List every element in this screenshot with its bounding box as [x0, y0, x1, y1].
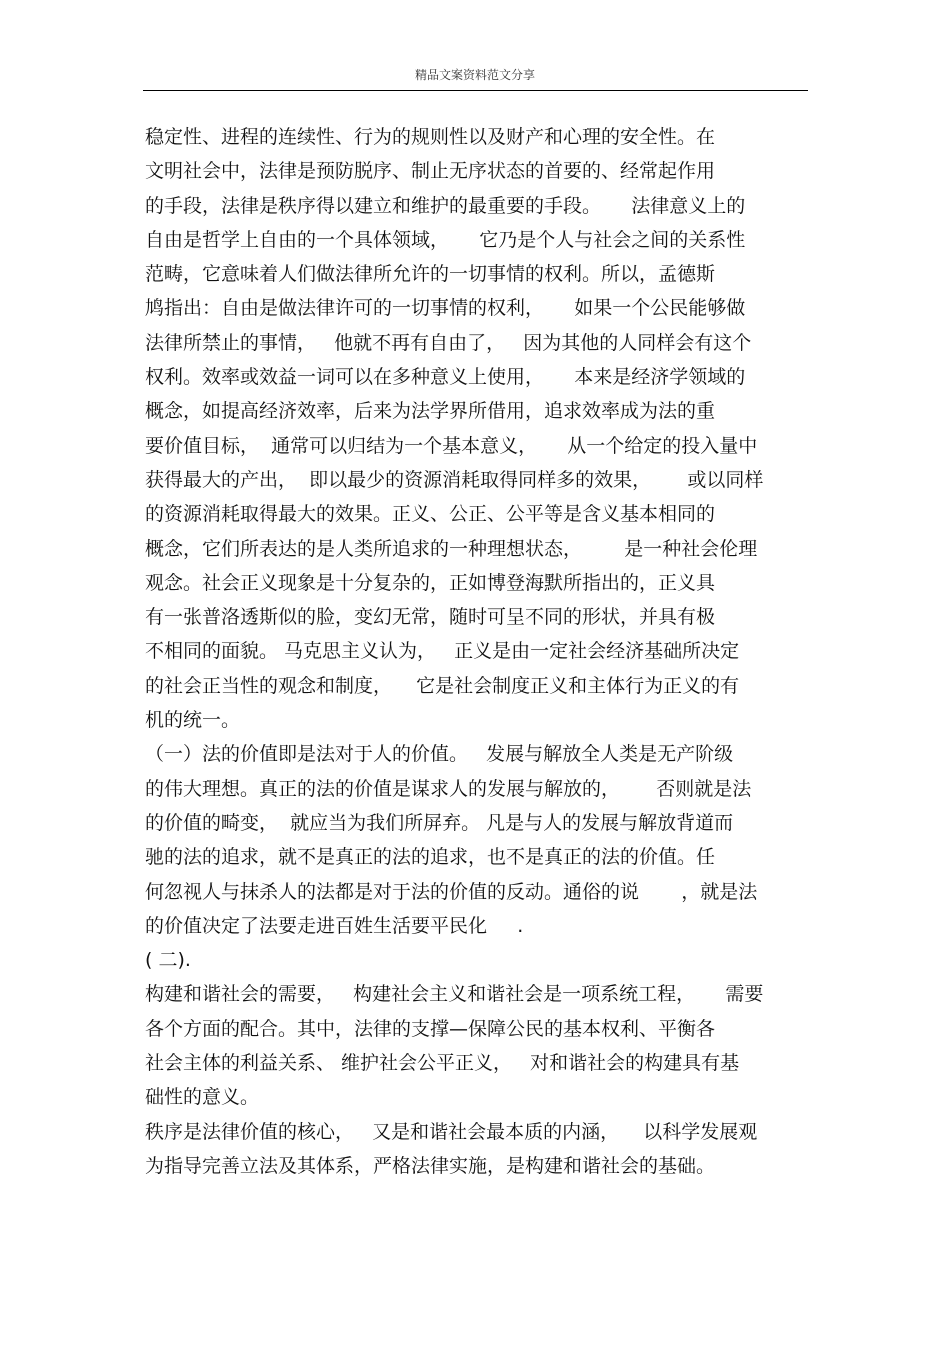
- text-line: 范畴，它意味着人们做法律所允许的一切事情的权利。所以，孟德斯: [145, 263, 716, 286]
- body-text: [145, 120, 815, 1183]
- text-line: 法律所禁止的事情， 他就不再有自由了， 因为其他的人同样会有这个: [145, 331, 752, 354]
- text-line: （一）法的价值即是法对于人的价值。 发展与解放全人类是无产阶级: [145, 743, 734, 766]
- text-line: 的伟大理想。真正的法的价值是谋求人的发展与解放的， 否则就是法: [145, 777, 752, 800]
- text-line: 自由是哲学上自由的一个具体领域， 它乃是个人与社会之间的关系性: [145, 228, 746, 251]
- text-line: 的价值的畸变， 就应当为我们所屏弃。 凡是与人的发展与解放背道而: [145, 811, 734, 834]
- text-line: 鸠指出：自由是做法律许可的一切事情的权利， 如果一个公民能够做: [145, 297, 746, 320]
- text-line: 构建和谐社会的需要， 构建社会主义和谐社会是一项系统工程， 需要: [145, 983, 764, 1006]
- header-divider: [143, 90, 808, 91]
- text-line: 概念，它们所表达的是人类所追求的一种理想状态， 是一种社会伦理: [145, 537, 758, 560]
- page-header: 精品文案资料范文分享: [414, 68, 535, 82]
- text-line: 不相同的面貌。 马克思主义认为， 正义是由一定社会经济基础所决定: [145, 640, 740, 663]
- text-line: 秩序是法律价值的核心， 又是和谐社会最本质的内涵， 以科学发展观: [145, 1120, 758, 1143]
- text-line: ( 二).: [145, 949, 191, 972]
- text-line: 稳定性、进程的连续性、行为的规则性以及财产和心理的安全性。在: [145, 126, 716, 148]
- text-line: 的资源消耗取得最大的效果。正义、公正、公平等是含义基本相同的: [145, 503, 716, 526]
- text-line: 础性的意义。: [145, 1086, 260, 1109]
- text-line: 为指导完善立法及其体系，严格法律实施，是构建和谐社会的基础。: [145, 1154, 716, 1177]
- text-line: 机的统一。: [145, 709, 241, 732]
- text-line: 文明社会中，法律是预防脱序、制止无序状态的首要的、经常起作用: [145, 160, 716, 183]
- text-line: 各个方面的配合。其中，法律的支撑—保障公民的基本权利、平衡各: [145, 1017, 716, 1040]
- text-line: 何忽视人与抹杀人的法都是对于法的价值的反动。通俗的说 ，就是法: [145, 880, 758, 903]
- text-line: 权利。效率或效益一词可以在多种意义上使用， 本来是经济学领域的: [145, 366, 746, 389]
- text-line: 要价值目标， 通常可以归结为一个基本意义， 从一个给定的投入量中: [145, 434, 758, 457]
- text-line: 的手段，法律是秩序得以建立和维护的最重要的手段。 法律意义上的: [145, 194, 746, 217]
- text-line: 有一张普洛透斯似的脸，变幻无常，随时可呈不同的形状，并具有极: [145, 606, 716, 629]
- text-line: 社会主体的利益关系、 维护社会公平正义， 对和谐社会的构建具有基: [145, 1052, 740, 1075]
- text-line: 获得最大的产出， 即以最少的资源消耗取得同样多的效果， 或以同样: [145, 468, 764, 491]
- text-line: 的社会正当性的观念和制度， 它是社会制度正义和主体行为正义的有: [145, 674, 740, 697]
- text-line: 概念，如提高经济效率，后来为法学界所借用，追求效率成为法的重: [145, 400, 716, 423]
- text-line: 驰的法的追求，就不是真正的法的追求，也不是真正的法的价值。任: [145, 846, 716, 869]
- text-line: 的价值决定了法要走进百姓生活要平民化 .: [145, 914, 524, 937]
- text-line: 观念。社会正义现象是十分复杂的，正如博登海默所指出的，正义具: [145, 571, 716, 594]
